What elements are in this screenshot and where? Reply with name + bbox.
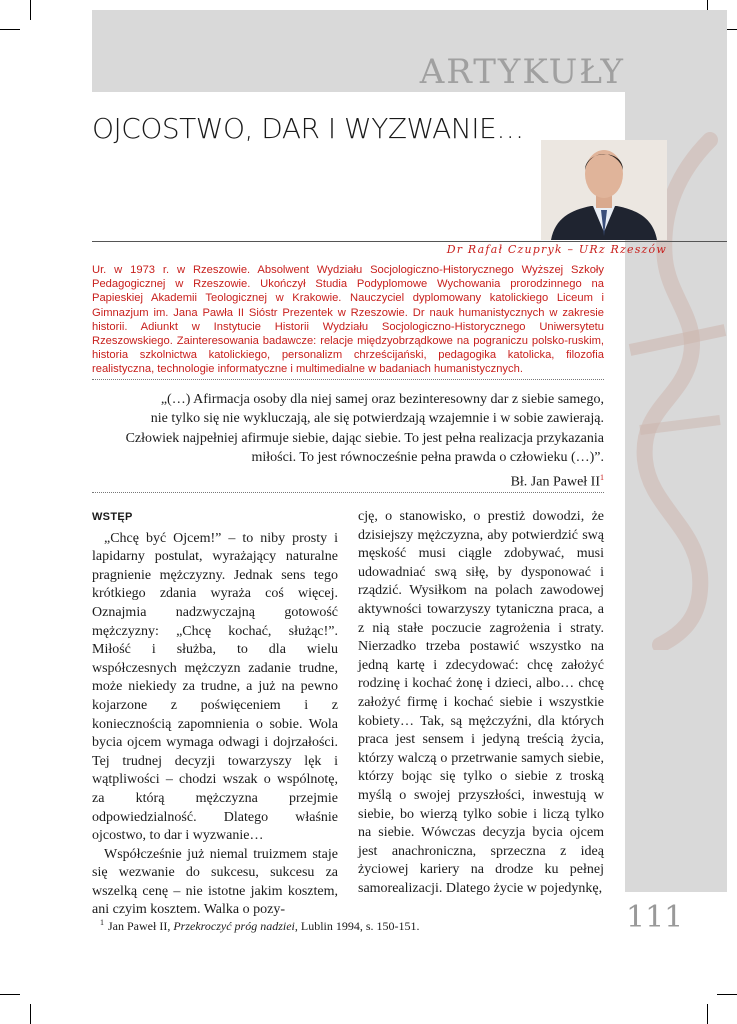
- page-number: 111: [626, 900, 684, 935]
- quote-line: nie tylko się nie wykluczają, ale się potwierdzają wzajemnie i w sobie zawierają.: [150, 411, 604, 427]
- footnote-work: Przekroczyć próg nadziei: [173, 919, 295, 933]
- paragraph: „Chcę być Ojcem!” – to niby prosty i lapidarny postulat, wyrażający naturalne pragnienie mężczyzny. Jednak sens tego krótkiego zdania wyraża coś więcej. Oznajmia nadzwyczajną gotowość mężczyzny: „Chcę kochać, służąc!”. Miłość i służba, to dla wielu współczesnych mężczyzn zadanie trudne, może niekiedy za trudne, a już na pewno kojarzone z poświęceniem i z koniecznością zapomnienia o sobie. Wola bycia ojcem wymaga odwagi i dojrzałości. Tej trudnej decyzji towarzyszy lęk i wątpliwości – chodzi wszak o wspólnotę, za którą mężczyzna przejmie odpowiedzialność. Dlatego właśnie ojcostwo, to dar i wyzwanie…: [92, 530, 338, 844]
- divider: [92, 492, 604, 493]
- crop-mark: [0, 994, 20, 995]
- header-band: [92, 10, 727, 92]
- footnote-mark: 1: [100, 918, 104, 927]
- attribution-text: Bł. Jan Paweł II: [510, 474, 600, 490]
- text-column-left: [92, 508, 338, 920]
- quote-line: „(…) Afirmacja osoby dla niej samej oraz bezinteresowny dar z siebie samego,: [160, 392, 604, 407]
- section-heading: WSTĘP: [92, 511, 133, 523]
- paragraph: cję, o stanowisko, o prestiż dowodzi, że dzisiejszy mężczyzna, aby potwierdzić swą męskość musi ciągle zdobywać, musi udowadniać swą siłę, by dysponować i rządzić. Wysiłkom na polach zawodowej aktywności towarzyszy tytaniczna praca, a z nią stałe poczucie zagrożenia i straty. Nierzadko trzeba postawić wszystko na jedną kartę i zdecydować: chcę założyć rodzinę i kochać żonę i dzieci, albo… chcę założyć firmę i kochać siebie i wszystkie kobiety… Tak, są mężczyźni, dla których praca jest sensem i jedyną treścią życia, którzy walczą o przetrwanie samych siebie, którzy bojąc się tylko o siebie z troską myślą o swojej przyszłości, inwestują w siebie, bo wierzą tylko sobie i liczą tylko na siebie. Wówczas decyzja bycia ojcem jest anachroniczna, sprzeczna z ideą życiowej kariery na drodze ku pełnej samorealizacji. Dlatego życie w pojedynkę,: [358, 509, 604, 896]
- divider: [92, 379, 604, 380]
- quote-line: Człowiek najpełniej afirmuje siebie, dając siebie. To jest pełna realizacja przykazania: [125, 430, 604, 446]
- crop-mark: [707, 1004, 708, 1024]
- footnote-ref: 1: [600, 472, 604, 482]
- crop-mark: [30, 1004, 31, 1024]
- author-rule: [92, 241, 727, 242]
- crop-mark: [0, 29, 20, 30]
- quote-attribution: [92, 468, 604, 492]
- footnote: [100, 918, 420, 934]
- article-title: OJCOSTWO, DAR I WYZWANIE…: [92, 112, 524, 145]
- author-photo: [541, 140, 667, 240]
- author-bio: Ur. w 1973 r. w Rzeszowie. Absolwent Wydziału Socjologiczno-Historycznego Wyższej Szkoły Pedagogicznej w Rzeszowie. Ukończył Studia Podyplomowe Wychowania prorodzinnego na Papieskiej Akademii Teologicznej w Krakowie. Nauczyciel dyplomowany katolickiego Liceum i Gimnazjum im. Jana Pawła II Sióstr Prezentek w Rzeszowie. Dr nauk humanistycznych w zakresie historii. Adiunkt w Instytucie Historii Wydziału Socjologiczno-Historycznego Uniwersytetu Rzeszowskiego. Zainteresowania badawcze: relacje międzyobrządkowe na pograniczu polsko-ruskim, historia szkolnictwa katolickiego, personalizm chrześcijański, pedagogika katolicka, filozofia realistyczna, technologie informatyczne i multimedialne w badaniach humanistycznych.: [92, 264, 604, 376]
- paragraph: Współcześnie już niemal truizmem staje się wezwanie do sukcesu, sukcesu za wszelką cenę – nie istotne jakim kosztem, ani czyim kosztem. Walka o pozy-: [92, 846, 338, 918]
- footnote-rest: , Lublin 1994, s. 150-151.: [294, 919, 420, 933]
- epigraph: [92, 390, 604, 492]
- footnote-author: Jan Paweł II,: [108, 919, 174, 933]
- section-label: ARTYKUŁY: [419, 52, 625, 92]
- crop-mark: [30, 0, 31, 20]
- text-column-right: [358, 508, 604, 898]
- quote-line: miłości. To jest równocześnie pełna prawda o człowieku (…)”.: [251, 450, 604, 466]
- author-name: Dr Rafał Czupryk – URz Rzeszów: [446, 243, 667, 256]
- crop-mark: [717, 994, 737, 995]
